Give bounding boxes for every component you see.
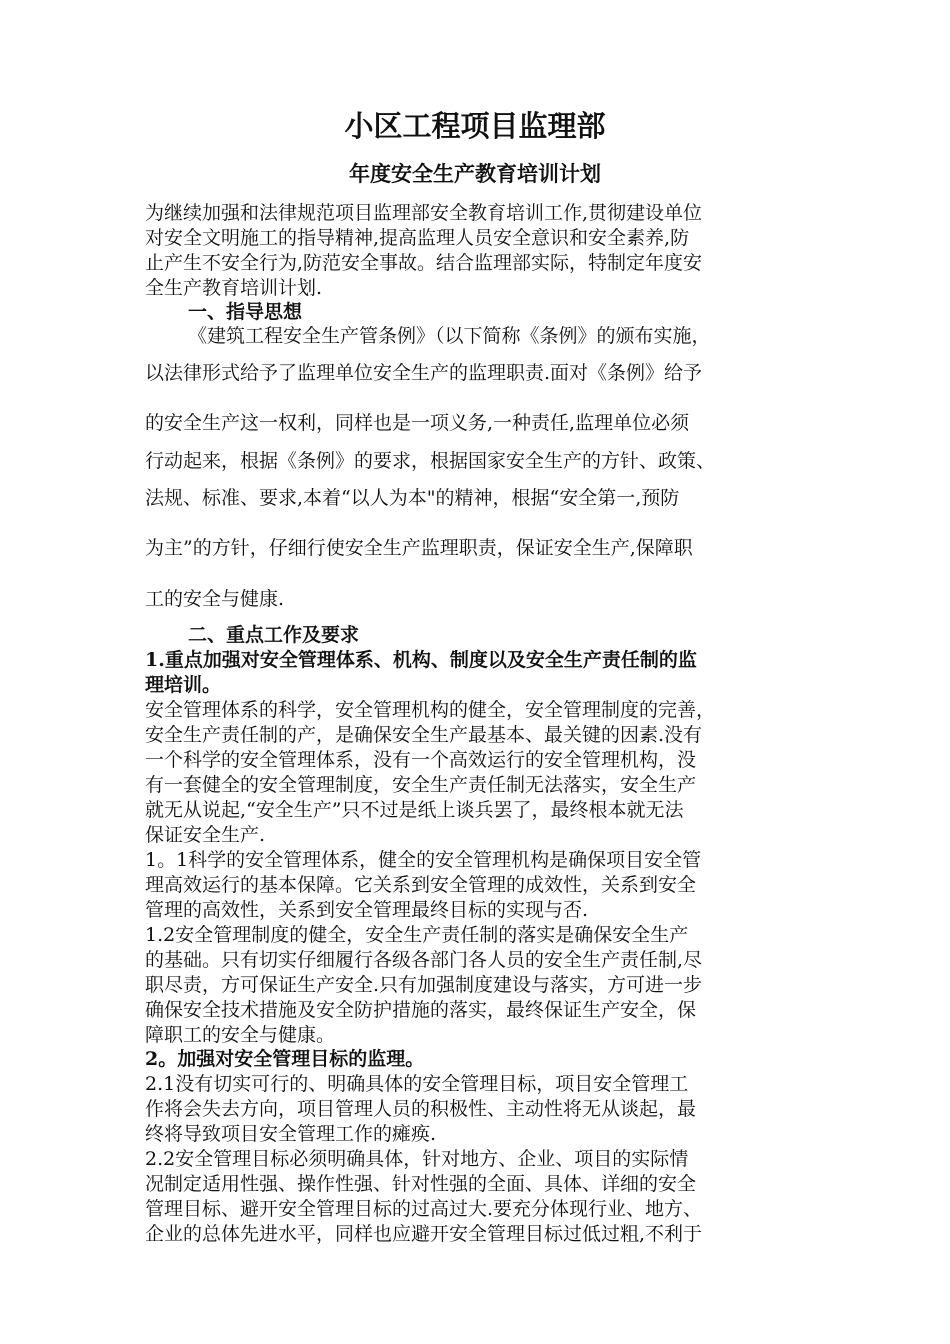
text-line: 行动起来，根据《条例》的要求，根据国家安全生产的方针、政策、 xyxy=(145,450,716,472)
text-line: 障职工的安全与健康。 xyxy=(145,1024,336,1046)
text-line: 安全生产责任制的产，是确保安全生产最基本、最关键的因素.没有 xyxy=(145,724,703,746)
text-line: 为主”的方针，仔细行使安全生产监理职责，保证安全生产,保障职 xyxy=(145,537,693,559)
text-line: 1.2安全管理制度的健全，安全生产责任制的落实是确保安全生产 xyxy=(145,924,689,946)
text-line: 安全管理体系的科学，安全管理机构的健全，安全管理制度的完善， xyxy=(145,699,716,721)
text-line: 1。1科学的安全管理体系，健全的安全管理机构是确保项目安全管 xyxy=(145,849,702,871)
text-line: 为继续加强和法律规范项目监理部安全教育培训工作,贯彻建设单位 xyxy=(145,202,703,224)
document-title: 小区工程项目监理部 xyxy=(344,109,606,143)
text-line: 以法律形式给予了监理单位安全生产的监理职责.面对《条例》给予 xyxy=(145,362,703,384)
text-line: 工的安全与健康. xyxy=(145,588,285,610)
text-line: 《建筑工程安全生产管条例》（以下简称《条例》的颁布实施， xyxy=(188,325,711,347)
subsection-heading: 理培训。 xyxy=(145,674,222,696)
text-line: 的安全生产这一权利，同样也是一项义务,一种责任,监理单位必须 xyxy=(145,412,690,434)
text-line: 保证安全生产. xyxy=(145,824,266,846)
text-line: 职尽责，方可保证生产安全.只有加强制度建设与落实，方可进一步 xyxy=(145,974,703,996)
text-line: 终将导致项目安全管理工作的瘫痪. xyxy=(145,1123,437,1145)
text-line: 就无从说起,“安全生产”只不过是纸上谈兵罢了，最终根本就无法 xyxy=(145,799,684,821)
text-line: 对安全文明施工的指导精神,提高监理人员安全意识和安全素养,防 xyxy=(145,227,690,249)
text-line: 法规、标准、要求,本着“以人为本"的精神，根据“安全第一,预防 xyxy=(145,487,680,509)
section-heading: 二、重点工作及要求 xyxy=(188,624,360,646)
text-line: 理高效运行的基本保障。它关系到安全管理的成效性，关系到安全 xyxy=(145,874,697,896)
section-heading: 一、指导思想 xyxy=(188,301,303,323)
text-line: 2.2安全管理目标必须明确具体，针对地方、企业、项目的实际情 xyxy=(145,1148,689,1170)
document-subtitle: 年度安全生产教育培训计划 xyxy=(349,161,601,186)
text-line: 有一套健全的安全管理制度，安全生产责任制无法落实，安全生产 xyxy=(145,774,697,796)
subsection-heading: 1.重点加强对安全管理体系、机构、制度以及安全生产责任制的监 xyxy=(145,649,697,671)
text-line: 止产生不安全行为,防范安全事故。结合监理部实际，特制定年度安 xyxy=(145,252,703,274)
text-line: 企业的总体先进水平，同样也应避开安全管理目标过低过粗,不利于 xyxy=(145,1223,703,1245)
text-line: 管理的高效性，关系到安全管理最终目标的实现与否. xyxy=(145,899,589,921)
text-line: 的基础。只有切实仔细履行各级各部门各人员的安全生产责任制,尽 xyxy=(145,949,703,971)
text-line: 况制定适用性强、操作性强、针对性强的全面、具体、详细的安全 xyxy=(145,1173,697,1195)
text-line: 2.1没有切实可行的、明确具体的安全管理目标，项目安全管理工 xyxy=(145,1073,689,1095)
text-line: 全生产教育培训计划. xyxy=(145,277,323,299)
text-line: 作将会失去方向，项目管理人员的积极性、主动性将无从谈起，最 xyxy=(145,1098,697,1120)
subsection-heading: 2。加强对安全管理目标的监理。 xyxy=(145,1048,425,1070)
text-line: 管理目标、避开安全管理目标的过高过大.要充分体现行业、地方、 xyxy=(145,1198,703,1220)
text-line: 一个科学的安全管理体系，没有一个高效运行的安全管理机构，没 xyxy=(145,749,697,771)
text-line: 确保安全技术措施及安全防护措施的落实，最终保证生产安全，保 xyxy=(145,999,697,1021)
